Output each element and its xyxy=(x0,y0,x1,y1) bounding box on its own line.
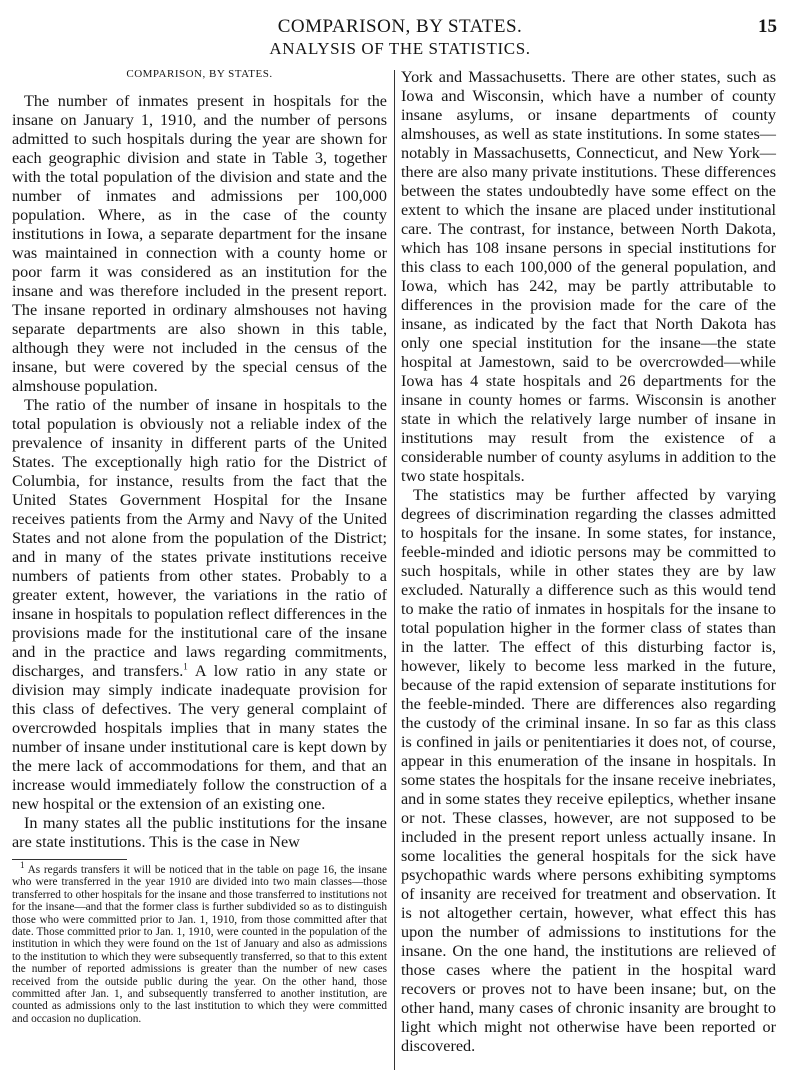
paragraph: York and Massachusetts. There are other states, such as Iowa and Wisconsin, which have a number of county insane asylums, or insane departments of county almshouses, as well as state institutions. In some states—notably in Massachusetts, Connecticut, and New York—there are also many private institutions. These differences between the states undoubtedly have some effect on the extent to which the insane are placed under institutional care. The contrast, for instance, between North Dakota, which has 108 insane persons in special institutions for this class to each 100,000 of the general population, and Iowa, which has 242, may be partly attributable to differences in the provision made for the care of the insane, as indicated by the fact that North Dakota has only one special institution for the insane—the state hospital at Jamestown, said to be overcrowded—while Iowa has 4 state hospitals and 26 departments for the insane in county homes or farms. Wisconsin is another state in which the relatively large number of insane in institutions may result from the existence of a considerable number of county asylums in addition to the two state hospitals. xyxy=(401,68,776,485)
footnote-marker: 1 xyxy=(20,860,25,871)
column-divider xyxy=(394,70,395,1070)
paragraph-text: The ratio of the number of insane in hospitals to the total population is obviously not a reliable index of the prevalence of insanity in different parts of the United States. The exceptionally high ratio for the District of Columbia, for instance, results from the fact that the United States Government Hospital for the Insane receives patients from the Army and Navy of the United States and not alone from the population of the District; and in many of the states private institutions receive numbers of patients from other states. Probably to a greater extent, however, the variations in the ratio of insane in hospitals to population reflect differences in the provisions made for the institutional care of the insane and in the practice and laws regarding commitments, discharges, and transfers. xyxy=(12,396,387,680)
page-subtitle: ANALYSIS OF THE STATISTICS. xyxy=(269,39,531,58)
paragraph: In many states all the public institutions for the insane are state institutions. This is the case in New xyxy=(12,814,387,851)
footnote-text: As regards transfers it will be noticed that in the table on page 16, the insane who were transferred in the year 1910 are divided into two main classes—those transferred to other hospitals for the insane and those transferred to institutions not for the insane—and that the former class is further subdivided so as to distinguish those who were committed prior to Jan. 1, 1910, from those committed after that date. Those committed prior to Jan. 1, 1910, were counted in the population of the institution in which they were found on the 1st of January and also as admissions to the institution to which they were subsequently transferred, so that to this extent the number of reported admissions is greater than the number of new cases received from the outside public during the year. On the other hand, those committed after Jan. 1, and subsequently transferred to another institution, are counted as admissions only to the last institution to which they were committed and occasion no duplication. xyxy=(12,864,387,1025)
paragraph-text-cont: A low ratio in any state or division may simply indicate inadequate provision for this class of defectives. The very general complaint of overcrowded hospitals implies that in many states the number of insane under institutional care is kept down by the mere lack of accommodations for them, and that an increase would immediately follow the construction of a new hospital or the extension of an existing one. xyxy=(12,662,387,813)
section-heading: COMPARISON, BY STATES. xyxy=(126,68,273,80)
footnote-rule xyxy=(12,859,127,860)
paragraph: The number of inmates present in hospitals for the insane on January 1, 1910, and the number of persons admitted to such hospitals during the year are shown for each geographic division and state in Table 3, together with the total population of the division and state and the number of inmates and admissions per 100,000 population. Where, as in the case of the county institutions in Iowa, a separate department for the insane was maintained in connection with a county home or poor farm it was considered as an institution for the insane and was therefore included in the present report. The insane reported in ordinary almshouses not having separate departments are also shown in this table, although they were not included in the census of the insane, but were covered by the special census of the almshouse population. xyxy=(12,92,387,395)
page-number: 15 xyxy=(758,16,777,37)
running-head: COMPARISON, BY STATES. xyxy=(277,16,523,37)
left-column xyxy=(12,68,387,1025)
paragraph: The statistics may be further affected by varying degrees of discrimination regarding the classes admitted to hospitals for the insane. In some states, for instance, feeble-minded and idiotic persons may be committed to such hospitals, while in other states they are by law excluded. Naturally a difference such as this would tend to make the ratio of inmates in hospitals for the insane to total population higher in the former class of states than in the latter. The effect of this disturbing factor is, however, likely to become less marked in the future, because of the rapid extension of separate institutions for the feeble-minded. There are differences also regarding the custody of the criminal insane. In so far as this class is confined in jails or penitentiaries it does not, of course, appear in this enumeration of the insane in hospitals. In some states the hospitals for the insane receive inebriates, and in some states they receive epileptics, whether insane or not. These classes, however, are not supposed to be included in the present report unless actually insane. In some localities the general hospitals for the sick have psychopathic wards where persons exhibiting symptoms of insanity are received for treatment and observation. It is not altogether certain, however, what effect this has upon the number of admissions to institutions for the insane. On the one hand, the institutions are relieved of those cases where the patient in the hospital ward recovers or proves not to have been insane; but, on the other hand, many cases of chronic insanity are brought to light which might not otherwise have been reported or discovered. xyxy=(401,486,776,1055)
footnote-ref: 1 xyxy=(183,661,188,672)
right-column xyxy=(401,68,776,1056)
paragraph xyxy=(12,396,387,814)
footnote xyxy=(12,860,387,1025)
